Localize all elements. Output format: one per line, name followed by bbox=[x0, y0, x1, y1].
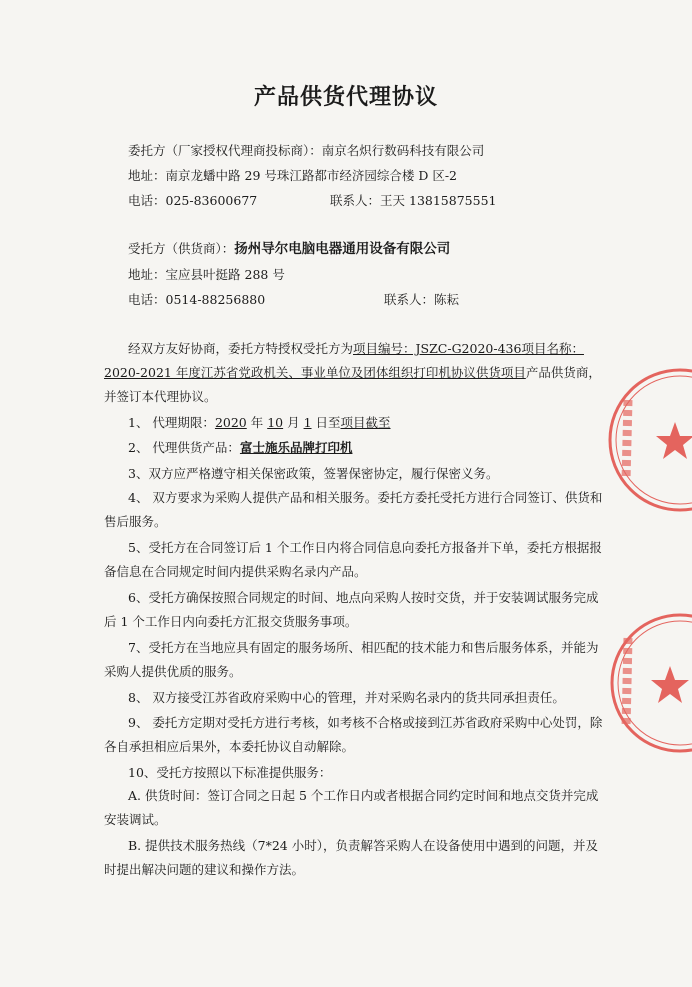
project-name: 项目名称：2020-2021 年度江苏省党政机关、事业单位及团体组织打印机协议供货项目 bbox=[104, 341, 584, 380]
intro-text-1: 经双方友好协商，委托方特授权受托方为 bbox=[128, 341, 354, 356]
clause-9: 9、 委托方定期对受托方进行考核，如考核不合格或接到江苏省政府采购中心处罚，除各自承担相应后果外，本委托协议自动解除。 bbox=[104, 715, 603, 754]
principal-line bbox=[128, 143, 484, 159]
agent-address: 宝应县叶挺路 288 号 bbox=[165, 267, 285, 282]
principal-address-label: 地址： bbox=[128, 168, 166, 183]
clause-3: 3、双方应严格遵守相关保密政策，签署保密协定，履行保密义务。 bbox=[128, 466, 499, 481]
clause-10: 10、受托方按照以下标准提供服务： bbox=[128, 765, 332, 780]
principal-phone-line bbox=[128, 193, 257, 209]
agent-label: 受托方（供货商）： bbox=[128, 241, 235, 256]
clause-1-label: 1、 代理期限： bbox=[128, 415, 215, 430]
intro-text-2: 产品供货商，并签订本代理协议。 bbox=[104, 365, 601, 404]
agent-contact-line bbox=[384, 292, 459, 308]
clause-5: 5、受托方在合同签订后 1 个工作日内将合同信息向委托方报备并下单，委托方根据报备信息在合同规定时间内提供采购名录内产品。 bbox=[104, 540, 602, 579]
principal-address-line bbox=[128, 168, 457, 184]
project-number: 项目编号：JSZC-G2020-436 bbox=[353, 341, 522, 356]
principal-label: 委托方（厂家授权代理商投标商）： bbox=[128, 143, 322, 158]
clause-1-end: 项目截至 bbox=[340, 415, 391, 430]
principal-contact-line bbox=[330, 193, 496, 209]
seal-star-icon bbox=[656, 422, 692, 459]
clause-1 bbox=[128, 415, 391, 431]
clause-b: B. 提供技术服务热线（7*24 小时），负责解答采购人在设备使用中遇到的问题，并及时提出解决问题的建议和操作方法。 bbox=[104, 838, 598, 877]
clause-a: A. 供货时间：签订合同之日起 5 个工作日内或者根据合同约定时间和地点交货并完成安装调试。 bbox=[104, 788, 599, 827]
principal-phone: 025-83600677 bbox=[165, 193, 258, 208]
agent-phone-label: 电话： bbox=[128, 292, 166, 307]
clause-1-month-unit: 月 bbox=[283, 415, 304, 430]
clause-1-day: 1 bbox=[303, 415, 312, 430]
principal-address: 南京龙蟠中路 29 号珠江路都市经济园综合楼 D 区-2 bbox=[165, 168, 458, 183]
company-seal-top bbox=[600, 360, 692, 520]
agent-contact: 陈耘 bbox=[434, 292, 460, 307]
agent-contact-label: 联系人： bbox=[384, 292, 435, 307]
clause-1-month: 10 bbox=[267, 415, 284, 430]
agent-phone-line bbox=[128, 292, 265, 308]
principal-contact-label: 联系人： bbox=[330, 193, 381, 208]
agent-phone: 0514-88256880 bbox=[165, 292, 266, 307]
agent-line bbox=[128, 241, 450, 257]
seal-star-icon bbox=[651, 666, 689, 703]
clause-2-label: 2、 代理供货产品： bbox=[128, 440, 240, 455]
clause-1-year: 2020 bbox=[214, 415, 247, 430]
principal-phone-label: 电话： bbox=[128, 193, 166, 208]
clause-4: 4、 双方要求为采购人提供产品和相关服务。委托方委托受托方进行合同签订、供货和售后服务。 bbox=[104, 490, 603, 529]
clause-7: 7、受托方在当地应具有固定的服务场所、相匹配的技术能力和售后服务体系，并能为采购人提供优质的服务。 bbox=[104, 640, 599, 679]
agent-address-label: 地址： bbox=[128, 267, 166, 282]
clause-2 bbox=[128, 440, 352, 456]
document-title: 产品供货代理协议 bbox=[253, 85, 438, 110]
clause-1-year-unit: 年 bbox=[246, 415, 268, 430]
agent-name: 扬州导尔电脑电器通用设备有限公司 bbox=[234, 241, 451, 257]
agent-address-line bbox=[128, 267, 285, 283]
company-seal-bottom bbox=[598, 608, 692, 758]
clause-6: 6、受托方确保按照合同规定的时间、地点向采购人按时交货，并于安装调试服务完成后 1 个工作日内向委托方汇报交货服务事项。 bbox=[104, 590, 599, 629]
clause-8: 8、 双方接受江苏省政府采购中心的管理，并对采购名录内的货共同承担责任。 bbox=[128, 690, 565, 705]
principal-name: 南京名炽行数码科技有限公司 bbox=[321, 143, 485, 158]
seal-lettering bbox=[626, 400, 628, 480]
clause-1-day-unit: 日至 bbox=[311, 415, 341, 430]
clause-2-product: 富士施乐品牌打印机 bbox=[239, 440, 353, 455]
intro-paragraph bbox=[104, 337, 604, 409]
principal-contact: 王天 13815875551 bbox=[380, 193, 497, 208]
